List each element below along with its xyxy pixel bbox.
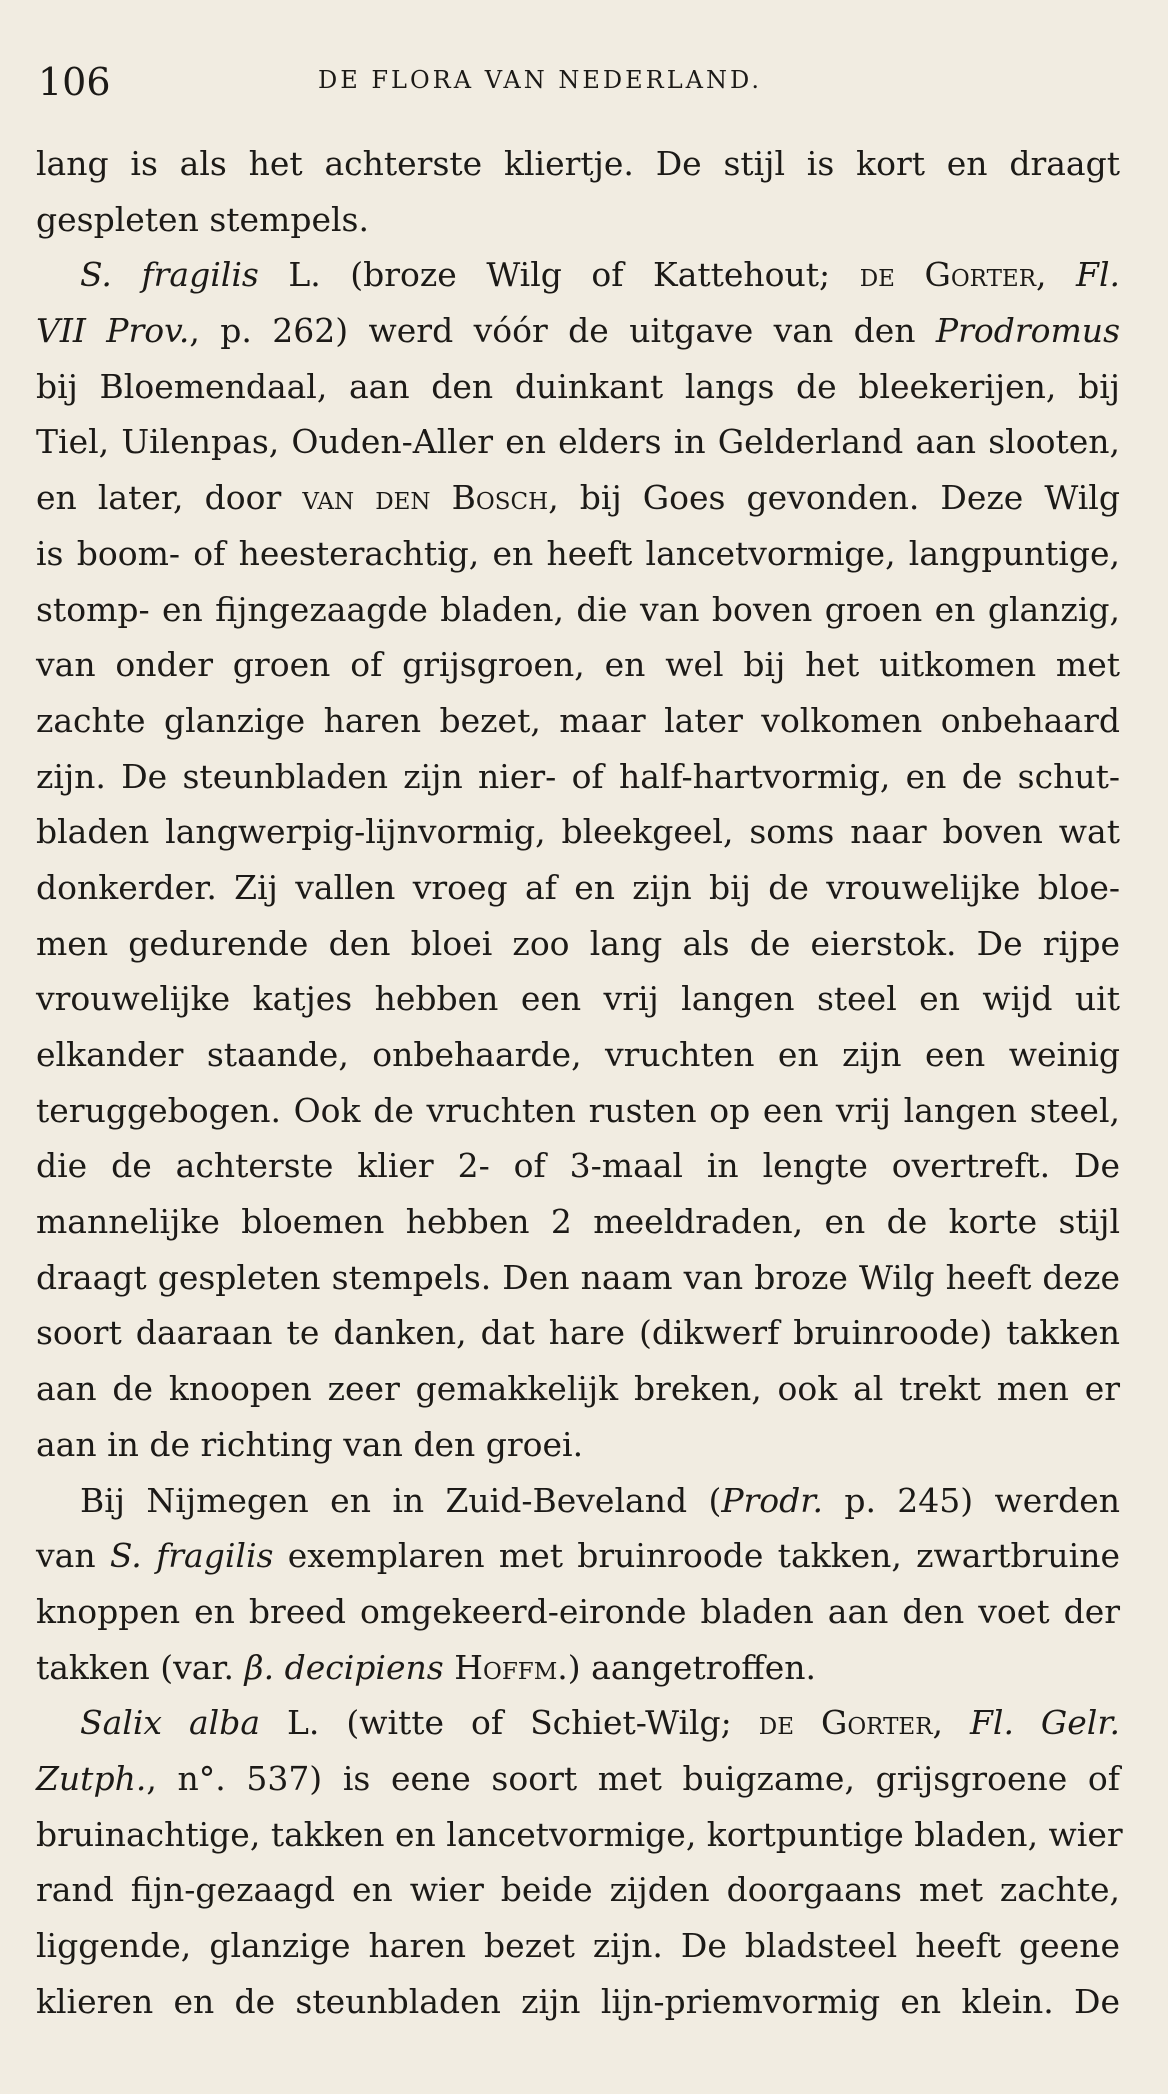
text-line bbox=[36, 1138, 1120, 1194]
text-segment: gespleten stempels. bbox=[36, 199, 369, 239]
text-segment: knoppen en breed omgekeerd-eironde bladen aan den voet der bbox=[36, 1591, 1120, 1631]
text-segment: takken (var. bbox=[36, 1647, 245, 1687]
text-segment: liggende, glanzige haren bezet zijn. De bladsteel heeft geene bbox=[36, 1926, 1120, 1965]
text-segment: soort daaraan te danken, dat hare (dikwerf bruinroode) takken bbox=[36, 1313, 1120, 1353]
text-line bbox=[36, 749, 1120, 805]
text-line bbox=[36, 860, 1120, 916]
text-segment: die de achterste klier 2- of 3-maal in lengte overtreft. De bbox=[36, 1146, 1120, 1186]
body-text bbox=[36, 136, 1123, 2029]
text-line bbox=[36, 582, 1120, 638]
text-line bbox=[36, 1473, 1120, 1529]
text-segment bbox=[431, 478, 452, 517]
text-segment: , bbox=[1036, 255, 1077, 295]
text-segment: rand fijn-gezaagd en wier beide zijden doorgaans met zachte, bbox=[36, 1870, 1120, 1910]
text-line bbox=[36, 804, 1120, 860]
text-segment: Fl. Gelr. bbox=[970, 1703, 1121, 1743]
text-segment: L. (witte of Schiet-Wilg; bbox=[260, 1703, 759, 1743]
text-segment: teruggebogen. Ook de vruchten rusten op een vrij langen steel, bbox=[36, 1090, 1120, 1130]
text-segment: VII Prov. bbox=[36, 311, 190, 351]
text-line bbox=[36, 637, 1120, 693]
text-segment: , p. 262) werd vóór de uitgave van den bbox=[189, 311, 936, 351]
text-line bbox=[36, 1027, 1120, 1083]
text-segment: aan de knoopen zeer gemakkelijk breken, ook al trekt men er bbox=[36, 1369, 1120, 1409]
text-segment: exemplaren met bruinroode takken, zwartbruine bbox=[273, 1536, 1120, 1576]
text-segment: elkander staande, onbehaarde, vruchten en zijn een weinig bbox=[36, 1035, 1120, 1074]
text-segment: ) aangetroffen. bbox=[567, 1647, 817, 1687]
text-line bbox=[36, 1918, 1120, 1974]
text-line bbox=[36, 1640, 1120, 1696]
text-line bbox=[36, 526, 1120, 582]
text-segment: S. fragilis bbox=[109, 1536, 274, 1576]
text-segment bbox=[444, 1648, 455, 1687]
text-segment: zachte glanzige haren bezet, maar later volkomen onbehaard bbox=[36, 700, 1120, 740]
text-segment: bij Bloemendaal, aan den duinkant langs de bleekerijen, bij bbox=[36, 366, 1120, 406]
text-line bbox=[36, 1194, 1120, 1250]
text-segment: S. fragilis bbox=[80, 255, 259, 295]
text-line bbox=[36, 1083, 1120, 1139]
text-segment: Tiel, Uilenpas, Ouden-Aller en elders in Gelderland aan slooten, bbox=[36, 422, 1120, 462]
page-number: 106 bbox=[38, 60, 111, 104]
text-segment: , bbox=[932, 1703, 971, 1743]
text-segment: Fl. bbox=[1076, 255, 1120, 295]
text-segment: is boom- of heesterachtig, en heeft lancetvormige, langpuntige, bbox=[36, 533, 1120, 573]
text-segment: de Gorter bbox=[758, 1703, 933, 1743]
text-segment: van bbox=[36, 1536, 110, 1576]
text-line bbox=[36, 1417, 1120, 1473]
text-line bbox=[36, 1751, 1120, 1807]
text-segment: , n°. 537) is eene soort met buigzame, grijsgroene of bbox=[146, 1758, 1120, 1798]
text-segment: Bosch bbox=[451, 478, 549, 518]
text-segment: β. decipiens bbox=[244, 1647, 444, 1687]
text-segment: van den bbox=[302, 478, 431, 518]
text-line bbox=[36, 303, 1120, 359]
text-segment: draagt gespleten stempels. Den naam van broze Wilg heeft deze bbox=[36, 1257, 1120, 1297]
text-line bbox=[36, 192, 1120, 248]
text-line bbox=[36, 136, 1120, 192]
text-segment: Prodr. bbox=[721, 1480, 823, 1520]
text-segment: Hoffm. bbox=[454, 1647, 568, 1687]
text-segment: bruinachtige, takken en lancetvormige, kortpuntige bladen, wier bbox=[36, 1814, 1123, 1854]
text-segment: stomp- en fijngezaagde bladen, die van boven groen en glanzig, bbox=[36, 589, 1120, 629]
text-segment: Zutph. bbox=[36, 1758, 147, 1798]
text-line bbox=[36, 1528, 1120, 1584]
text-segment: Salix alba bbox=[80, 1703, 260, 1743]
text-line bbox=[36, 414, 1120, 470]
text-line bbox=[36, 1584, 1120, 1640]
text-line bbox=[36, 916, 1120, 972]
text-line bbox=[36, 247, 1120, 303]
text-segment: zijn. De steunbladen zijn nier- of half-hartvormig, en de schut- bbox=[36, 756, 1120, 796]
text-line bbox=[36, 971, 1120, 1027]
page-header bbox=[38, 60, 1118, 110]
text-segment: aan in de richting van den groei. bbox=[36, 1424, 584, 1464]
text-segment: klieren en de steunbladen zijn lijn-priemvormig en klein. De bbox=[36, 1981, 1120, 2021]
text-segment: vrouwelijke katjes hebben een vrij langen steel en wijd uit bbox=[36, 979, 1120, 1019]
text-line bbox=[36, 1695, 1120, 1751]
text-segment: , bij Goes gevonden. Deze Wilg bbox=[548, 478, 1120, 518]
text-segment: mannelijke bloemen hebben 2 meeldraden, en de korte stijl bbox=[36, 1202, 1120, 1242]
text-line bbox=[36, 693, 1120, 749]
text-line bbox=[36, 359, 1120, 415]
text-line bbox=[36, 1250, 1120, 1306]
text-segment: p. 245) werden bbox=[822, 1480, 1120, 1520]
text-line bbox=[36, 1974, 1120, 2030]
text-segment: donkerder. Zij vallen vroeg af en zijn bij de vrouwelijke bloe- bbox=[36, 867, 1120, 907]
text-line bbox=[36, 1305, 1120, 1361]
text-segment: bladen langwerpig-lijnvormig, bleekgeel, soms naar boven wat bbox=[36, 812, 1120, 852]
text-segment: Prodromus bbox=[935, 311, 1121, 351]
text-line bbox=[36, 1862, 1120, 1918]
text-segment: L. (broze Wilg of Kattehout; bbox=[258, 255, 860, 295]
text-line bbox=[36, 1361, 1120, 1417]
text-segment: men gedurende den bloei zoo lang als de eierstok. De rijpe bbox=[36, 923, 1120, 963]
text-segment: van onder groen of grijsgroen, en wel bij het uitkomen met bbox=[36, 645, 1120, 685]
running-title: DE FLORA VAN NEDERLAND. bbox=[318, 66, 762, 94]
text-line bbox=[36, 470, 1120, 526]
text-segment: de Gorter bbox=[859, 255, 1037, 295]
text-segment: Bij Nijmegen en in Zuid-Beveland ( bbox=[80, 1480, 722, 1520]
text-line bbox=[36, 1807, 1123, 1863]
text-segment: lang is als het achterste kliertje. De stijl is kort en draagt bbox=[36, 144, 1120, 183]
text-segment: en later, door bbox=[36, 478, 303, 518]
